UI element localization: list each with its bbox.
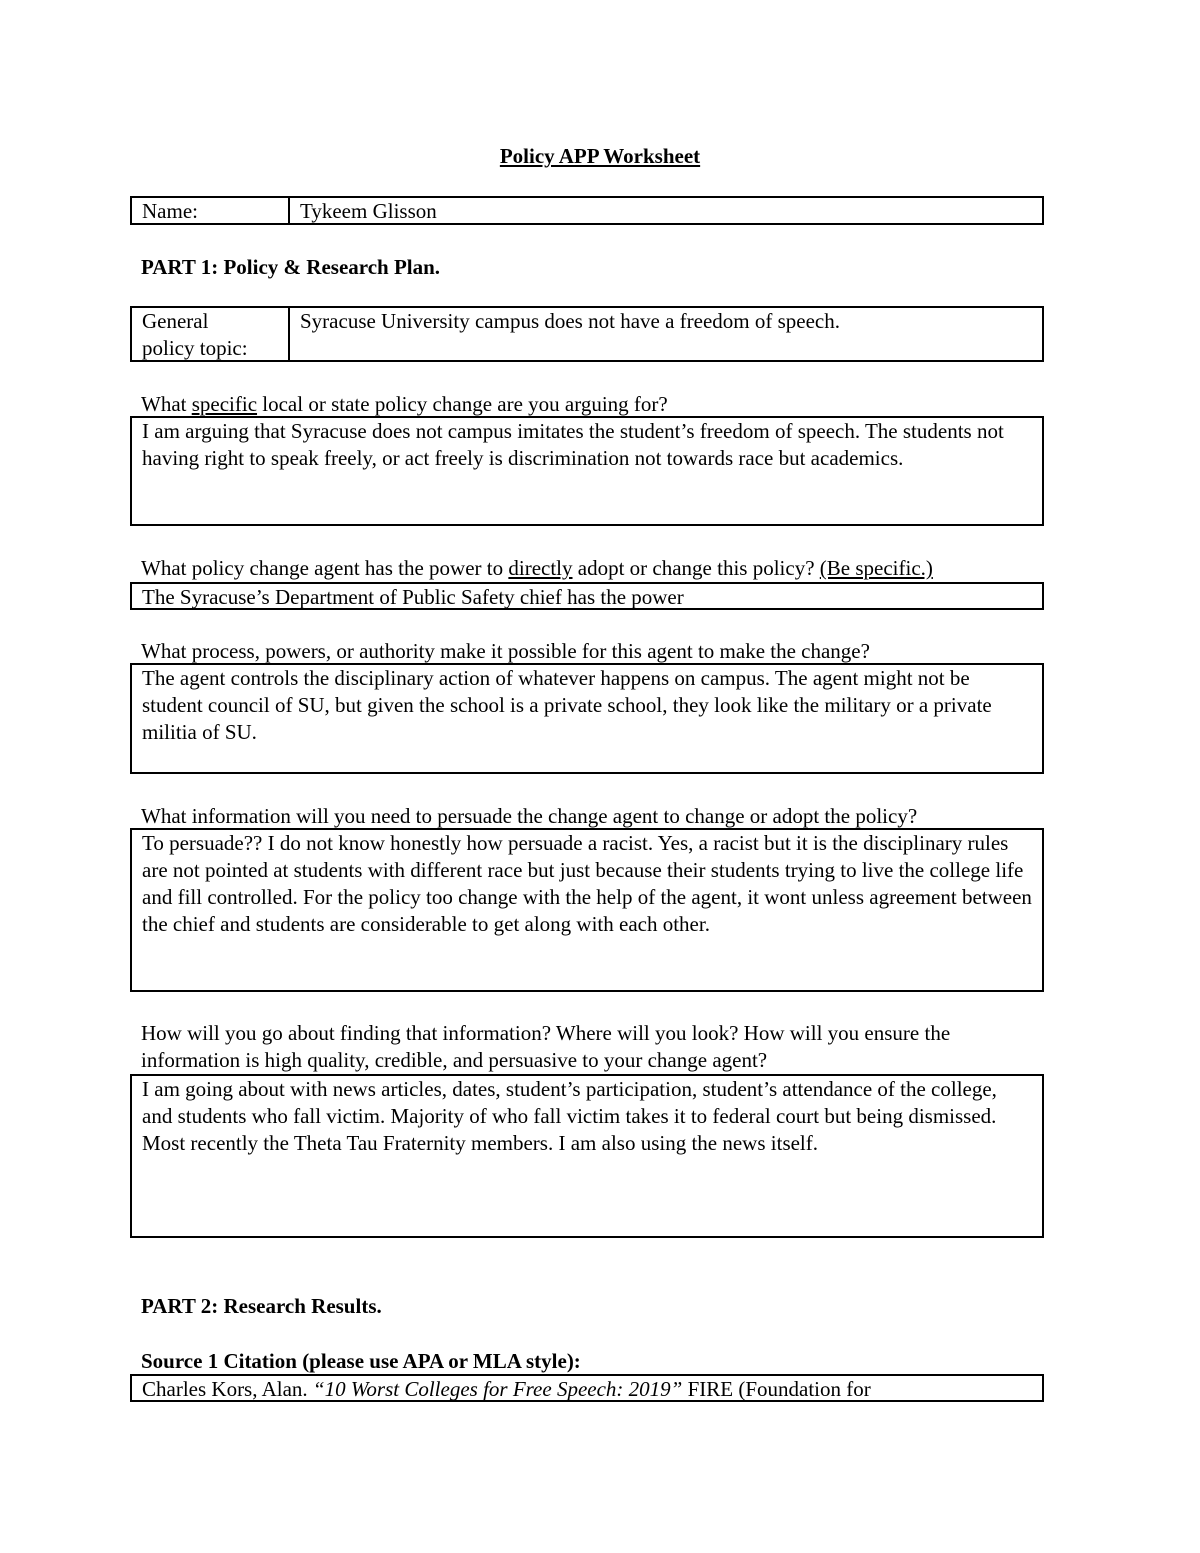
source1-title: “10 Worst Colleges for Free Speech: 2019” — [312, 1377, 683, 1401]
question-1 — [141, 391, 1061, 418]
answer-5: I am going about with news articles, dates, student’s participation, student’s attendance of the college, and students who fall victim. Majority of who fall victim takes it to federal court but being dismissed. Most recently the Theta Tau Fraternity members. I am also using the news itself. — [142, 1077, 997, 1155]
source1-heading: Source 1 Citation (please use APA or MLA style): — [141, 1349, 581, 1373]
topic-value[interactable]: Syracuse University campus does not have a freedom of speech. — [300, 309, 840, 333]
name-value[interactable]: Tykeem Glisson — [300, 199, 437, 223]
question-2 — [141, 555, 1061, 582]
topic-label-line1: General — [142, 309, 209, 333]
q2-prefix: What policy change agent has the power to — [141, 556, 509, 580]
answer-3: The agent controls the disciplinary action of whatever happens on campus. The agent might not be student council of SU, but given the school is a private school, they look like the military or a private militia of SU. — [142, 666, 992, 744]
source1-citation — [132, 1376, 1042, 1402]
source1-rest: FIRE (Foundation for — [682, 1377, 871, 1401]
answer-4: To persuade?? I do not know honestly how persuade a racist. Yes, a racist but it is the disciplinary rules are not pointed at students with different race but just because their students trying to live the college life and fill controlled. For the policy too change with the help of the agent, it wont unless agreement between the chief and students are considerable to get along with each other. — [142, 831, 1032, 936]
source1-author: Charles Kors, Alan. — [142, 1377, 313, 1401]
question-5: How will you go about finding that information? Where will you look? How will you ensure the information is high quality, credible, and persuasive to your change agent? — [141, 1021, 951, 1072]
answer-5-box[interactable] — [130, 1074, 1044, 1238]
q2-middle: adopt or change this policy? — [572, 556, 820, 580]
topic-label — [132, 308, 290, 360]
q2-underlined2: (Be specific.) — [819, 556, 933, 580]
answer-2: The Syracuse’s Department of Public Safety chief has the power — [142, 585, 684, 609]
answer-3-box[interactable] — [130, 663, 1044, 774]
q2-underlined: directly — [508, 556, 573, 580]
q1-underlined: specific — [191, 392, 258, 416]
question-4: What information will you need to persuade the change agent to change or adopt the policy? — [141, 804, 918, 828]
source1-box[interactable] — [130, 1374, 1044, 1402]
topic-row — [130, 306, 1044, 362]
page-title: Policy APP Worksheet — [499, 144, 701, 168]
question-3: What process, powers, or authority make it possible for this agent to make the change? — [141, 639, 870, 663]
answer-1: I am arguing that Syracuse does not campus imitates the student’s freedom of speech. The students not having right to speak freely, or act freely is discrimination not towards race but academics. — [142, 419, 1004, 470]
answer-2-box[interactable] — [130, 582, 1044, 610]
q1-suffix: local or state policy change are you arguing for? — [257, 392, 668, 416]
part2-heading: PART 2: Research Results. — [141, 1294, 382, 1318]
topic-label-line2: policy topic: — [142, 336, 248, 360]
name-row — [130, 196, 1044, 225]
name-label: Name: — [132, 198, 290, 223]
q1-prefix: What — [141, 392, 192, 416]
answer-4-box[interactable] — [130, 828, 1044, 992]
answer-1-box[interactable] — [130, 416, 1044, 526]
part1-heading: PART 1: Policy & Research Plan. — [141, 255, 441, 279]
